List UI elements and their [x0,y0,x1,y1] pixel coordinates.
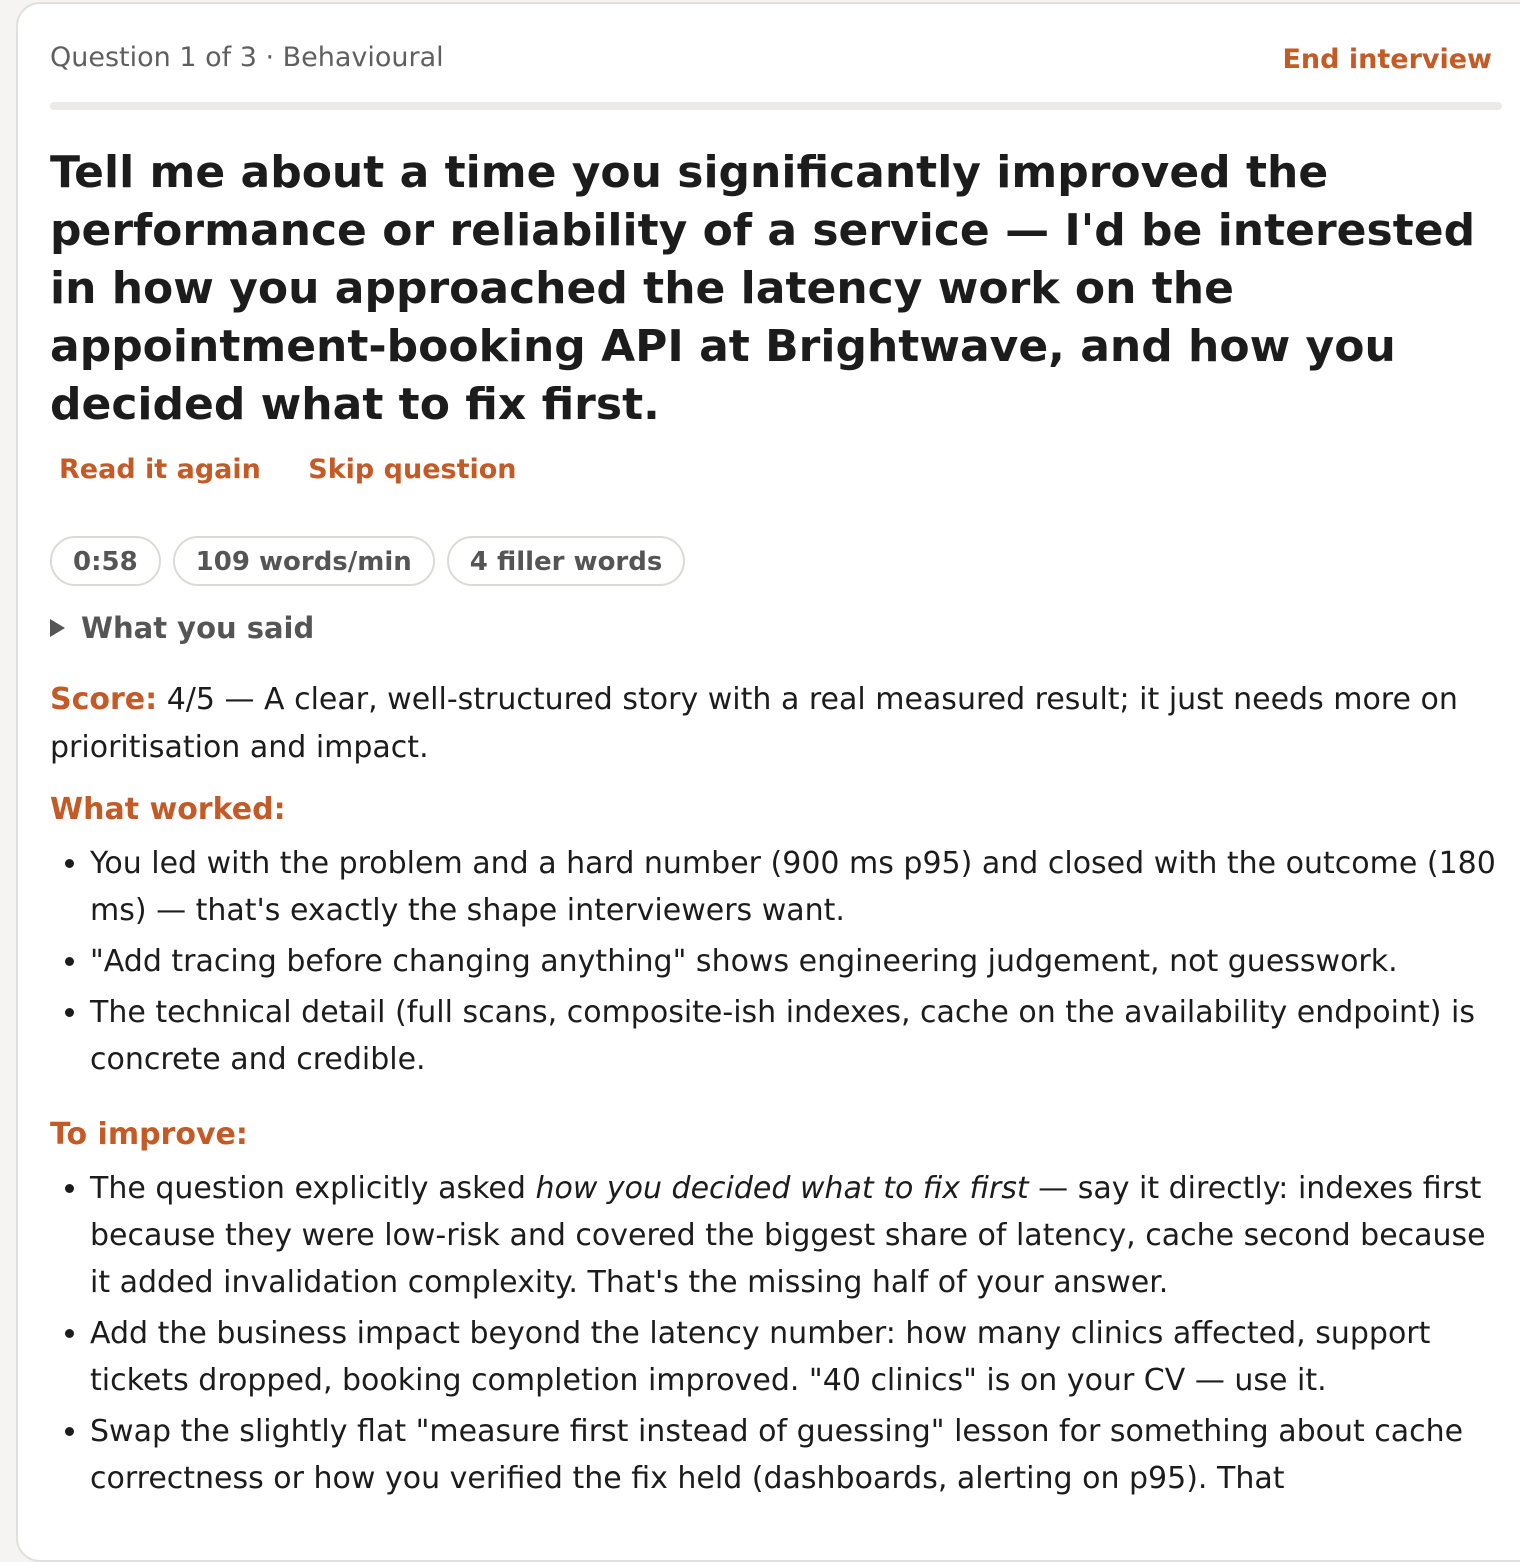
top-bar [50,40,1502,80]
disclosure-triangle-icon [50,619,65,637]
to-improve-list [50,1165,1502,1506]
list-item: • You led with the problem and a hard number (900 ms p95) and closed with the outcome (180 ms) — that's exactly the shape interviewers want. [90,840,1502,938]
answer-stats [50,536,685,586]
list-item: • Add the business impact beyond the latency number: how many clinics affected, support tickets dropped, booking completion improved. "40 clinics" is on your CV — use it. [90,1310,1502,1408]
question-progress-label: Question 1 of 3 · Behavioural [50,42,444,73]
what-worked-heading: What worked: [50,792,286,827]
duration-chip: 0:58 [50,536,161,586]
list-item: • The technical detail (full scans, composite-ish indexes, cache on the availability endpoint) is concrete and credible. [90,989,1502,1087]
score-text: 4/5 — A clear, well-structured story with a real measured result; it just needs more on prioritisation and impact. [50,682,1458,765]
question-actions [59,454,555,485]
progress-bar-fill [50,102,529,110]
transcript-toggle-label: What you said [81,611,315,645]
read-again-button[interactable]: Read it again [59,454,261,485]
pace-chip: 109 words/min [173,536,435,586]
transcript-toggle[interactable] [50,608,314,648]
filler-words-chip: 4 filler words [447,536,686,586]
improve-text-end: — say it directly: indexes first because they were low-risk and covered the biggest share of latency, cache second because it added invalidation complexity. That's the missing half of your answer. [90,1171,1486,1300]
improve-emphasis: how you decided what to fix first [535,1171,1029,1206]
to-improve-heading: To improve: [50,1117,248,1152]
score-label: Score: [50,682,158,717]
question-text: Tell me about a time you significantly improved the performance or reliability of a service — I'd be interested in how you approached the latency work on the appointment-booking API at Brightwave, and how you decided what to fix first. [50,147,1476,430]
list-item: • Swap the slightly flat "measure first instead of guessing" lesson for something about cache correctness or how you verified the fix held (dashboards, alerting on p95). That [90,1408,1502,1506]
interview-card [16,2,1520,1562]
score-line [50,676,1502,772]
skip-question-button[interactable]: Skip question [308,454,517,485]
end-interview-button[interactable]: End interview [1282,44,1492,75]
feedback-panel [50,676,1502,1506]
list-item [90,1165,1502,1310]
list-item: • "Add tracing before changing anything" shows engineering judgement, not guesswork. [90,938,1502,989]
improve-text-start: The question explicitly asked [90,1171,536,1206]
progress-bar [50,102,1502,110]
what-worked-list [50,840,1502,1087]
